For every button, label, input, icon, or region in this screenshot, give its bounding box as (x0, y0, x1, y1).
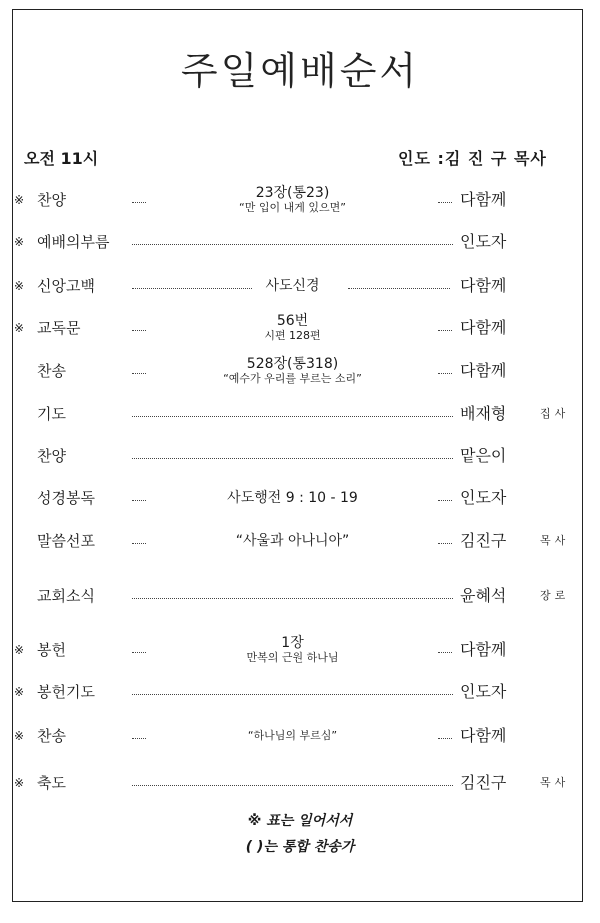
content-main: “사울과 아나니아” (235, 533, 350, 549)
content-main: 사도행전 9 : 10 - 19 (227, 490, 358, 506)
order-label: 축도 (37, 774, 66, 792)
person-name: 김진구 (460, 773, 507, 792)
order-responsible: 인도자 (460, 682, 507, 701)
content-sub: “만 입이 내게 있으면” (239, 201, 346, 214)
order-content (150, 353, 435, 389)
person-title: 목사 (540, 534, 570, 547)
content-sub: “하나님의 부르심” (247, 729, 338, 742)
dot-leader (438, 330, 452, 331)
stand-mark: ※ (14, 279, 25, 293)
stand-mark: ※ (14, 685, 25, 699)
order-responsible: 다함께 (460, 276, 507, 295)
person-name: 김진구 (460, 531, 507, 550)
dot-leader (438, 652, 452, 653)
order-label: 교회소식 (37, 587, 95, 605)
order-label: 찬송 (37, 362, 66, 380)
order-row (0, 396, 600, 432)
order-row (0, 674, 600, 710)
order-row (0, 224, 600, 260)
order-row (0, 438, 600, 474)
order-label: 말씀선포 (37, 532, 95, 550)
order-label: 찬송 (37, 727, 66, 745)
order-content (150, 523, 435, 559)
order-content (150, 718, 435, 754)
dot-leader (438, 373, 452, 374)
content-sub: “예수가 우리를 부르는 소리” (223, 372, 362, 385)
order-content (150, 310, 435, 346)
order-label: 교독문 (37, 319, 81, 337)
dot-leader (438, 543, 452, 544)
order-label: 찬양 (37, 447, 66, 465)
dot-leader (438, 500, 452, 501)
order-responsible: 다함께 (460, 361, 507, 380)
dot-leader (132, 330, 146, 331)
person-title: 집사 (540, 407, 570, 420)
order-row (0, 523, 600, 559)
order-content (150, 268, 435, 304)
order-responsible: 인도자 (460, 488, 507, 507)
dot-leader (438, 738, 452, 739)
order-label: 봉헌기도 (37, 683, 95, 701)
order-content (150, 632, 435, 668)
order-row (0, 718, 600, 754)
dot-leader (132, 373, 146, 374)
order-responsible: 다함께 (460, 318, 507, 337)
hymnal-note: ( )는 통합 찬송가 (245, 839, 355, 855)
content-main: 사도신경 (265, 278, 320, 294)
service-leader: 인도 :김 진 구 목사 (398, 149, 547, 168)
dot-leader (132, 738, 146, 739)
page-title: 주일예배순서 (180, 49, 420, 93)
stand-mark: ※ (14, 193, 25, 207)
content-sub: 시편 128편 (264, 329, 321, 342)
order-label: 성경봉독 (37, 489, 95, 507)
stand-mark: ※ (14, 643, 25, 657)
order-label: 찬양 (37, 191, 66, 209)
dot-leader (438, 202, 452, 203)
person-title: 장로 (540, 589, 570, 602)
order-responsible: 다함께 (460, 726, 507, 745)
dot-leader (132, 694, 453, 695)
order-label: 봉헌 (37, 641, 66, 659)
order-row (0, 765, 600, 801)
order-row (0, 268, 600, 304)
order-label: 기도 (37, 405, 66, 423)
dot-leader (132, 244, 453, 245)
order-responsible: 맡은이 (460, 446, 507, 465)
order-row (0, 353, 600, 389)
person-title: 목사 (540, 776, 570, 789)
stand-mark: ※ (14, 321, 25, 335)
order-content (150, 480, 435, 516)
dot-leader (132, 543, 146, 544)
dot-leader (132, 598, 453, 599)
standing-note: ※ 표는 일어서서 (247, 813, 353, 829)
content-sub: 만복의 근원 하나님 (246, 651, 339, 664)
stand-mark: ※ (14, 235, 25, 249)
stand-mark: ※ (14, 776, 25, 790)
order-row (0, 480, 600, 516)
dot-leader (132, 652, 146, 653)
content-main: 1장 (281, 635, 304, 651)
service-time: 오전 11시 (24, 149, 99, 168)
order-responsible: 다함께 (460, 190, 507, 209)
dot-leader (132, 500, 146, 501)
order-row (0, 632, 600, 668)
order-content (150, 182, 435, 218)
content-main: 56번 (276, 313, 309, 329)
person-name: 배재형 (460, 404, 507, 423)
order-row (0, 310, 600, 346)
order-row (0, 578, 600, 614)
content-main: 528장(통318) (246, 356, 339, 372)
order-label: 신앙고백 (37, 277, 95, 295)
order-label: 예배의부름 (37, 233, 110, 251)
person-name: 윤혜석 (460, 586, 507, 605)
content-main: 23장(통23) (255, 185, 330, 201)
dot-leader (132, 202, 146, 203)
dot-leader (132, 416, 453, 417)
dot-leader (132, 458, 453, 459)
order-responsible: 다함께 (460, 640, 507, 659)
stand-mark: ※ (14, 729, 25, 743)
order-responsible: 인도자 (460, 232, 507, 251)
dot-leader (132, 785, 453, 786)
order-row (0, 182, 600, 218)
